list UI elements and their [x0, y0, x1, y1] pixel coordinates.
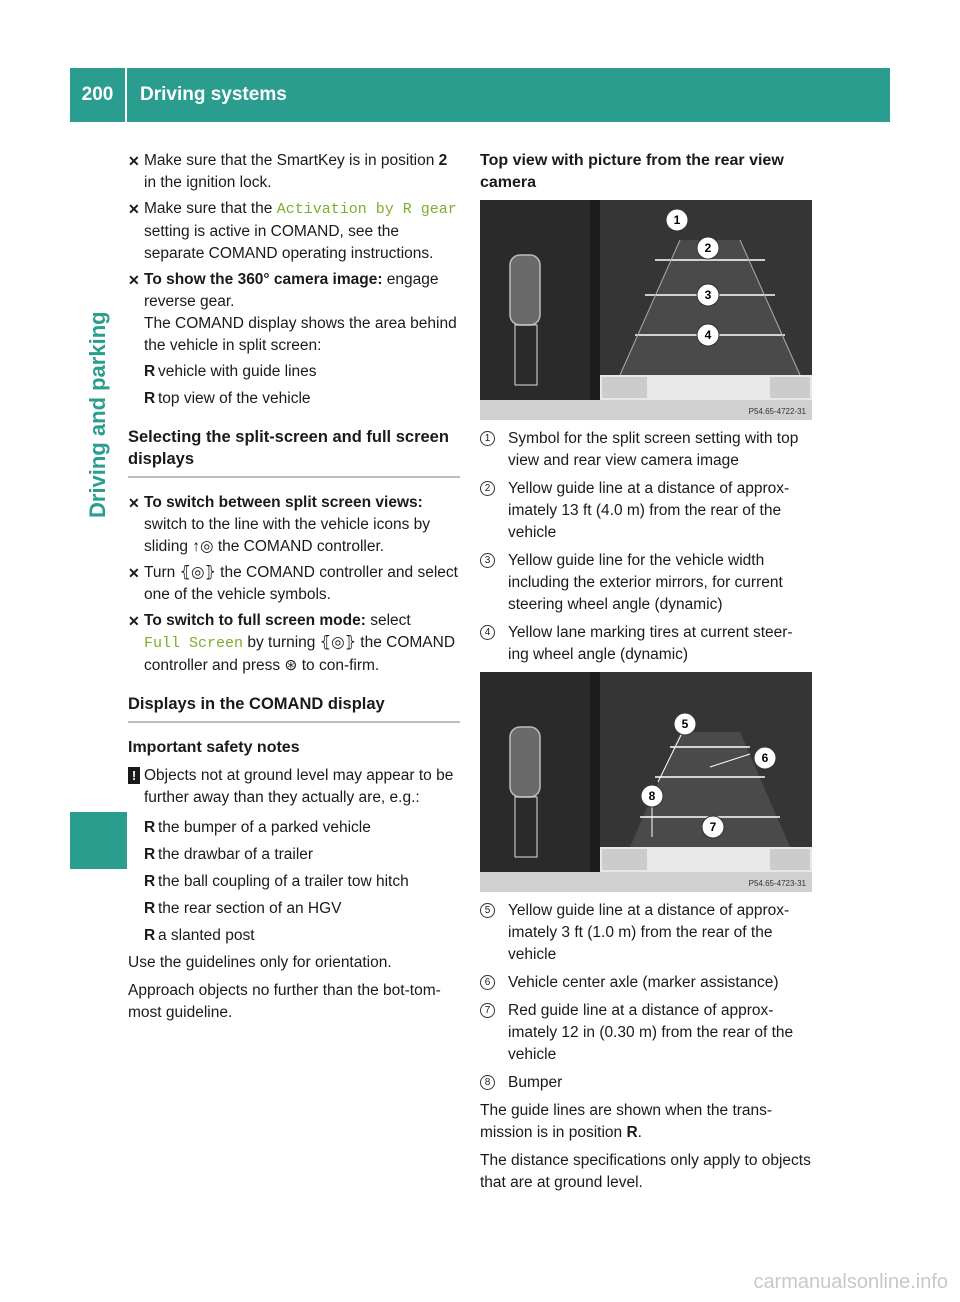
- side-tab-label: Driving and parking: [85, 311, 110, 518]
- warning-note: ! Objects not at ground level may appear to be further away than they actually are, e.g.:: [128, 765, 460, 809]
- list-item: R vehicle with guide lines: [128, 361, 460, 383]
- legend-item: 5 Yellow guide line at a distance of approx-imately 3 ft (1.0 m) from the rear of the vehicle: [480, 900, 812, 966]
- list-item: R the bumper of a parked vehicle: [128, 817, 460, 839]
- step-arrow-icon: ✕: [128, 201, 140, 217]
- callout-4: 4: [704, 328, 712, 342]
- callout-8: 8: [648, 789, 656, 803]
- subsection-heading: Important safety notes: [128, 739, 300, 756]
- callout-1: 1: [673, 213, 681, 227]
- right-column: [480, 150, 812, 1200]
- left-column: [128, 150, 460, 1030]
- legend-item: 6 Vehicle center axle (marker assistance): [480, 972, 812, 994]
- figure-code: P54.65-4722-31: [748, 407, 806, 416]
- legend-number: 5: [480, 903, 495, 918]
- list-item: R the ball coupling of a trailer tow hitch: [128, 871, 460, 893]
- paragraph: Approach objects no further than the bot-tom-most guideline.: [128, 982, 441, 1021]
- camera-image-1: [480, 200, 812, 420]
- legend-number: 1: [480, 431, 495, 446]
- section-title: Driving systems: [140, 84, 287, 105]
- step-arrow-icon: ✕: [128, 495, 140, 511]
- paragraph: The distance specifications only apply to objects that are at ground level.: [480, 1152, 811, 1191]
- section-heading: Selecting the split-screen and full screen displays: [128, 426, 460, 478]
- bullet-icon: R: [144, 846, 156, 863]
- step-item: ✕ Turn ⦃◎⦄ the COMAND controller and select one of the vehicle symbols.: [128, 564, 458, 603]
- camera-image-2: [480, 672, 812, 892]
- camera-figure-2: [480, 672, 812, 892]
- step-arrow-icon: ✕: [128, 565, 140, 581]
- legend-item: 2 Yellow guide line at a distance of approx-imately 13 ft (4.0 m) from the rear of the vehicle: [480, 478, 812, 544]
- callout-3: 3: [704, 288, 712, 302]
- legend-item: 3 Yellow guide line for the vehicle width including the exterior mirrors, for current steering wheel angle (dynamic): [480, 550, 812, 616]
- section-heading: Displays in the COMAND display: [128, 693, 460, 723]
- step-item: ✕ To switch between split screen views: switch to the line with the vehicle icons by sliding ↑◎ the COMAND controller.: [128, 494, 431, 555]
- bullet-icon: R: [144, 927, 156, 944]
- step-item: ✕ To show the 360° camera image: engage reverse gear. The COMAND display shows the area behind the vehicle in split screen:: [128, 271, 457, 354]
- list-item: R a slanted post: [128, 925, 460, 947]
- legend-number: 6: [480, 975, 495, 990]
- warning-icon: !: [128, 767, 140, 784]
- callout-5: 5: [681, 717, 689, 731]
- step-arrow-icon: ✕: [128, 613, 140, 629]
- callout-6: 6: [761, 751, 769, 765]
- list-item: R the drawbar of a trailer: [128, 844, 460, 866]
- legend-item: 8 Bumper: [480, 1072, 812, 1094]
- step-item: ✕ Make sure that the Activation by R gear setting is active in COMAND, see the separate COMAND operating instructions.: [128, 200, 457, 262]
- subsection-heading: Top view with picture from the rear view camera: [480, 152, 784, 191]
- menu-full-screen: Full Screen: [144, 635, 244, 652]
- bullet-icon: R: [144, 873, 156, 890]
- legend-number: 8: [480, 1075, 495, 1090]
- figure-code: P54.65-4723-31: [748, 879, 806, 888]
- step-arrow-icon: ✕: [128, 153, 140, 169]
- camera-figure-1: [480, 200, 812, 420]
- legend-item: 1 Symbol for the split screen setting with top view and rear view camera image: [480, 428, 812, 472]
- list-item: R top view of the vehicle: [128, 388, 460, 410]
- legend-item: 4 Yellow lane marking tires at current steer-ing wheel angle (dynamic): [480, 622, 812, 666]
- legend-item: 7 Red guide line at a distance of approx-imately 12 in (0.30 m) from the rear of the vehicle: [480, 1000, 812, 1066]
- callout-2: 2: [704, 241, 712, 255]
- bullet-icon: R: [144, 900, 156, 917]
- legend-number: 3: [480, 553, 495, 568]
- legend-number: 4: [480, 625, 495, 640]
- legend-number: 7: [480, 1003, 495, 1018]
- paragraph: The guide lines are shown when the trans-mission is in position R.: [480, 1102, 773, 1141]
- legend-number: 2: [480, 481, 495, 496]
- bullet-icon: R: [144, 390, 156, 407]
- side-tab: [83, 258, 113, 518]
- page-number: 200: [70, 68, 127, 122]
- step-item: ✕ To switch to full screen mode: select Full Screen by turning ⦃◎⦄ the COMAND controller and press ⊛ to con-firm.: [128, 612, 456, 674]
- bullet-icon: R: [144, 819, 156, 836]
- side-tab-marker: [70, 812, 127, 869]
- callout-7: 7: [709, 820, 717, 834]
- step-item: ✕ Make sure that the SmartKey is in position 2 in the ignition lock.: [128, 152, 448, 191]
- list-item: R the rear section of an HGV: [128, 898, 460, 920]
- watermark: carmanualsonline.info: [753, 1271, 948, 1293]
- bullet-icon: R: [144, 363, 156, 380]
- paragraph: Use the guidelines only for orientation.: [128, 954, 392, 971]
- menu-setting-activation: Activation by R gear: [276, 201, 457, 218]
- step-arrow-icon: ✕: [128, 272, 140, 288]
